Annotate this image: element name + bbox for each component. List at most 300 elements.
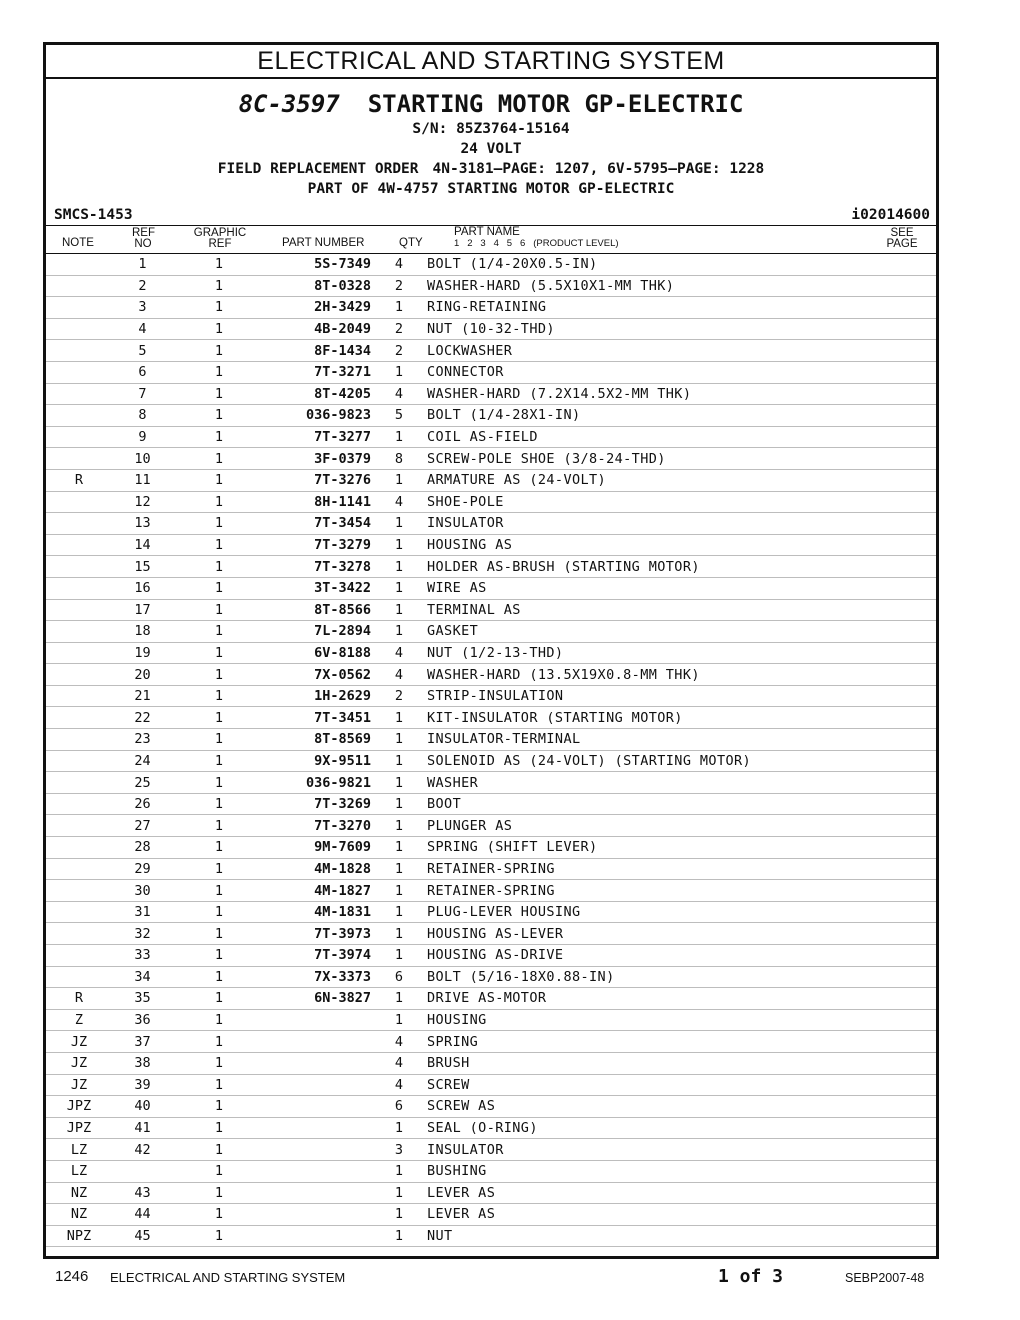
- cell-part-number: [265, 1117, 377, 1139]
- part-of: PART OF 4W-4757 STARTING MOTOR GP-ELECTRIC: [307, 181, 675, 197]
- cell-part-number: 7T-3271: [265, 361, 377, 383]
- cell-graphic-ref: 1: [173, 491, 265, 513]
- cell-ref-no: 12: [112, 491, 173, 513]
- group-part-title: STARTING MOTOR GP-ELECTRIC: [367, 90, 744, 118]
- table-row: [46, 707, 936, 729]
- cell-graphic-ref: 1: [173, 837, 265, 859]
- table-row: [46, 361, 936, 383]
- table-row: [46, 621, 936, 643]
- cell-see-page: [896, 426, 936, 448]
- cell-note: R: [46, 469, 112, 491]
- cell-ref-no: 34: [112, 966, 173, 988]
- field-replacement-label: FIELD REPLACEMENT ORDER: [217, 161, 419, 177]
- cell-part-name: GASKET: [421, 621, 896, 643]
- cell-note: LZ: [46, 1160, 112, 1182]
- cell-see-page: [896, 1225, 936, 1247]
- cell-see-page: [896, 1009, 936, 1031]
- section-title: ELECTRICAL AND STARTING SYSTEM: [46, 45, 936, 79]
- cell-note: [46, 491, 112, 513]
- cell-ref-no: [112, 1160, 173, 1182]
- cell-graphic-ref: 1: [173, 1009, 265, 1031]
- cell-note: [46, 426, 112, 448]
- table-row: [46, 664, 936, 686]
- cell-qty: 1: [377, 945, 421, 967]
- cell-note: JZ: [46, 1074, 112, 1096]
- cell-part-name: WASHER-HARD (7.2X14.5X2-MM THK): [421, 383, 896, 405]
- cell-see-page: [896, 513, 936, 535]
- cell-see-page: [896, 448, 936, 470]
- cell-qty: 1: [377, 707, 421, 729]
- cell-part-number: 8F-1434: [265, 340, 377, 362]
- cell-part-name: RETAINER-SPRING: [421, 880, 896, 902]
- cell-note: R: [46, 988, 112, 1010]
- table-row: [46, 297, 936, 319]
- cell-part-name: INSULATOR: [421, 1139, 896, 1161]
- table-row: [46, 880, 936, 902]
- cell-see-page: [896, 534, 936, 556]
- cell-qty: 4: [377, 254, 421, 275]
- cell-qty: 1: [377, 858, 421, 880]
- cell-qty: 2: [377, 340, 421, 362]
- cell-note: [46, 750, 112, 772]
- col-ref-no-1: REF: [132, 227, 155, 239]
- column-header: [46, 226, 936, 254]
- cell-note: [46, 642, 112, 664]
- cell-ref-no: 25: [112, 772, 173, 794]
- cell-qty: 1: [377, 1204, 421, 1226]
- cell-qty: 1: [377, 577, 421, 599]
- cell-ref-no: 10: [112, 448, 173, 470]
- cell-see-page: [896, 1052, 936, 1074]
- cell-graphic-ref: 1: [173, 469, 265, 491]
- cell-part-name: SPRING (SHIFT LEVER): [421, 837, 896, 859]
- cell-part-name: BOLT (1/4-20X0.5-IN): [421, 254, 896, 275]
- cell-qty: 1: [377, 772, 421, 794]
- cell-ref-no: 4: [112, 318, 173, 340]
- cell-see-page: [896, 858, 936, 880]
- cell-ref-no: 2: [112, 275, 173, 297]
- table-row: [46, 275, 936, 297]
- cell-qty: 1: [377, 1225, 421, 1247]
- cell-part-name: PLUG-LEVER HOUSING: [421, 901, 896, 923]
- cell-part-name: COIL AS-FIELD: [421, 426, 896, 448]
- footer-page-of: 1 of 3: [718, 1266, 784, 1287]
- cell-ref-no: 15: [112, 556, 173, 578]
- cell-see-page: [896, 1204, 936, 1226]
- table-row: [46, 1074, 936, 1096]
- cell-ref-no: 43: [112, 1182, 173, 1204]
- cell-part-name: RING-RETAINING: [421, 297, 896, 319]
- cell-note: NZ: [46, 1204, 112, 1226]
- cell-see-page: [896, 383, 936, 405]
- cell-part-number: 4M-1827: [265, 880, 377, 902]
- cell-see-page: [896, 275, 936, 297]
- cell-note: [46, 513, 112, 535]
- cell-note: [46, 448, 112, 470]
- cell-qty: 4: [377, 1052, 421, 1074]
- table-row: [46, 426, 936, 448]
- table-row: [46, 491, 936, 513]
- cell-see-page: [896, 815, 936, 837]
- col-product-level: 1 2 3 4 5 6 (PRODUCT LEVEL): [454, 238, 619, 249]
- cell-ref-no: 36: [112, 1009, 173, 1031]
- cell-note: [46, 297, 112, 319]
- cell-qty: 6: [377, 1096, 421, 1118]
- cell-ref-no: 11: [112, 469, 173, 491]
- cell-part-name: HOUSING AS-LEVER: [421, 923, 896, 945]
- table-row: [46, 685, 936, 707]
- cell-part-name: LOCKWASHER: [421, 340, 896, 362]
- cell-graphic-ref: 1: [173, 945, 265, 967]
- cell-part-name: INSULATOR-TERMINAL: [421, 729, 896, 751]
- cell-qty: 1: [377, 793, 421, 815]
- table-row: [46, 772, 936, 794]
- col-qty: QTY: [399, 237, 423, 249]
- cell-ref-no: 27: [112, 815, 173, 837]
- cell-see-page: [896, 901, 936, 923]
- cell-graphic-ref: 1: [173, 621, 265, 643]
- cell-note: [46, 945, 112, 967]
- cell-part-number: 7X-0562: [265, 664, 377, 686]
- cell-qty: 1: [377, 1009, 421, 1031]
- table-row: [46, 254, 936, 275]
- cell-note: Z: [46, 1009, 112, 1031]
- cell-part-name: DRIVE AS-MOTOR: [421, 988, 896, 1010]
- cell-ref-no: 32: [112, 923, 173, 945]
- table-row: [46, 1139, 936, 1161]
- table-row: [46, 750, 936, 772]
- table-row: [46, 988, 936, 1010]
- field-replacement-refs: 4N-3181—PAGE: 1207, 6V-5795—PAGE: 1228: [432, 161, 765, 177]
- cell-qty: 1: [377, 1117, 421, 1139]
- cell-qty: 5: [377, 405, 421, 427]
- cell-ref-no: 33: [112, 945, 173, 967]
- cell-see-page: [896, 1117, 936, 1139]
- cell-graphic-ref: 1: [173, 513, 265, 535]
- group-title: [46, 89, 936, 119]
- cell-see-page: [896, 577, 936, 599]
- cell-part-number: 7T-3277: [265, 426, 377, 448]
- table-row: [46, 901, 936, 923]
- cell-see-page: [896, 707, 936, 729]
- cell-qty: 4: [377, 1074, 421, 1096]
- cell-graphic-ref: 1: [173, 340, 265, 362]
- cell-note: [46, 340, 112, 362]
- table-row: [46, 858, 936, 880]
- cell-see-page: [896, 621, 936, 643]
- cell-ref-no: 26: [112, 793, 173, 815]
- cell-part-name: HOLDER AS-BRUSH (STARTING MOTOR): [421, 556, 896, 578]
- cell-ref-no: 5: [112, 340, 173, 362]
- id-row: [46, 205, 936, 226]
- cell-ref-no: 18: [112, 621, 173, 643]
- cell-ref-no: 6: [112, 361, 173, 383]
- cell-note: [46, 923, 112, 945]
- cell-part-number: 8T-8566: [265, 599, 377, 621]
- cell-part-name: NUT (1/2-13-THD): [421, 642, 896, 664]
- table-row: [46, 448, 936, 470]
- cell-part-name: SOLENOID AS (24-VOLT) (STARTING MOTOR): [421, 750, 896, 772]
- cell-part-number: 7L-2894: [265, 621, 377, 643]
- cell-part-name: KIT-INSULATOR (STARTING MOTOR): [421, 707, 896, 729]
- cell-ref-no: 21: [112, 685, 173, 707]
- cell-note: [46, 793, 112, 815]
- col-see-page-1: SEE: [890, 227, 914, 239]
- cell-part-name: BOOT: [421, 793, 896, 815]
- illustration-id: i02014600: [851, 207, 930, 223]
- cell-graphic-ref: 1: [173, 901, 265, 923]
- cell-part-number: 7T-3270: [265, 815, 377, 837]
- cell-qty: 1: [377, 729, 421, 751]
- cell-ref-no: 42: [112, 1139, 173, 1161]
- cell-part-number: 7T-3974: [265, 945, 377, 967]
- cell-part-number: 3T-3422: [265, 577, 377, 599]
- cell-qty: 1: [377, 1160, 421, 1182]
- cell-note: [46, 577, 112, 599]
- cell-graphic-ref: 1: [173, 664, 265, 686]
- cell-part-number: 1H-2629: [265, 685, 377, 707]
- cell-qty: 1: [377, 297, 421, 319]
- cell-see-page: [896, 923, 936, 945]
- cell-qty: 1: [377, 1182, 421, 1204]
- cell-qty: 1: [377, 599, 421, 621]
- cell-graphic-ref: 1: [173, 729, 265, 751]
- cell-ref-no: 44: [112, 1204, 173, 1226]
- cell-ref-no: 31: [112, 901, 173, 923]
- cell-qty: 1: [377, 513, 421, 535]
- cell-see-page: [896, 837, 936, 859]
- parts-table-body: [46, 254, 936, 1247]
- table-row: [46, 642, 936, 664]
- cell-graphic-ref: 1: [173, 599, 265, 621]
- cell-note: [46, 534, 112, 556]
- cell-ref-no: 39: [112, 1074, 173, 1096]
- cell-ref-no: 28: [112, 837, 173, 859]
- col-part-name: PART NAME: [454, 226, 520, 238]
- cell-note: [46, 275, 112, 297]
- cell-ref-no: 13: [112, 513, 173, 535]
- cell-see-page: [896, 297, 936, 319]
- cell-note: JPZ: [46, 1096, 112, 1118]
- cell-graphic-ref: 1: [173, 685, 265, 707]
- page-footer: [0, 1266, 1020, 1290]
- cell-see-page: [896, 793, 936, 815]
- cell-see-page: [896, 405, 936, 427]
- cell-qty: 1: [377, 837, 421, 859]
- cell-part-number: [265, 1074, 377, 1096]
- cell-graphic-ref: 1: [173, 297, 265, 319]
- cell-ref-no: 38: [112, 1052, 173, 1074]
- cell-part-name: BOLT (5/16-18X0.88-IN): [421, 966, 896, 988]
- cell-graphic-ref: 1: [173, 1096, 265, 1118]
- cell-part-number: 7T-3451: [265, 707, 377, 729]
- cell-graphic-ref: 1: [173, 1117, 265, 1139]
- cell-graphic-ref: 1: [173, 383, 265, 405]
- cell-qty: 1: [377, 534, 421, 556]
- cell-note: [46, 772, 112, 794]
- cell-ref-no: 14: [112, 534, 173, 556]
- cell-graphic-ref: 1: [173, 577, 265, 599]
- cell-ref-no: 41: [112, 1117, 173, 1139]
- footer-section: ELECTRICAL AND STARTING SYSTEM: [110, 1270, 346, 1285]
- cell-note: LZ: [46, 1139, 112, 1161]
- table-row: [46, 513, 936, 535]
- cell-note: [46, 318, 112, 340]
- table-row: [46, 1182, 936, 1204]
- cell-graphic-ref: 1: [173, 793, 265, 815]
- cell-part-number: 4B-2049: [265, 318, 377, 340]
- cell-graphic-ref: 1: [173, 534, 265, 556]
- col-see-page-2: PAGE: [886, 238, 918, 250]
- cell-ref-no: 40: [112, 1096, 173, 1118]
- cell-note: [46, 729, 112, 751]
- cell-ref-no: 37: [112, 1031, 173, 1053]
- field-replacement-order: [46, 159, 936, 179]
- cell-ref-no: 24: [112, 750, 173, 772]
- cell-note: [46, 405, 112, 427]
- cell-graphic-ref: 1: [173, 707, 265, 729]
- table-row: [46, 1204, 936, 1226]
- cell-part-number: 2H-3429: [265, 297, 377, 319]
- table-row: [46, 534, 936, 556]
- cell-graphic-ref: 1: [173, 254, 265, 275]
- cell-part-name: BUSHING: [421, 1160, 896, 1182]
- table-row: [46, 599, 936, 621]
- cell-qty: 2: [377, 318, 421, 340]
- cell-part-name: HOUSING AS: [421, 534, 896, 556]
- footer-page-number: 1246: [55, 1268, 89, 1285]
- cell-qty: 8: [377, 448, 421, 470]
- cell-graphic-ref: 1: [173, 556, 265, 578]
- cell-qty: 1: [377, 361, 421, 383]
- cell-part-name: WASHER-HARD (5.5X10X1-MM THK): [421, 275, 896, 297]
- cell-see-page: [896, 988, 936, 1010]
- cell-note: [46, 556, 112, 578]
- table-row: [46, 1225, 936, 1247]
- cell-ref-no: 7: [112, 383, 173, 405]
- cell-part-name: WIRE AS: [421, 577, 896, 599]
- table-row: [46, 793, 936, 815]
- cell-qty: 1: [377, 750, 421, 772]
- cell-graphic-ref: 1: [173, 361, 265, 383]
- cell-part-number: [265, 1139, 377, 1161]
- cell-part-name: SCREW AS: [421, 1096, 896, 1118]
- cell-qty: 1: [377, 621, 421, 643]
- cell-ref-no: 3: [112, 297, 173, 319]
- parts-page-frame: [43, 42, 939, 1259]
- table-row: [46, 729, 936, 751]
- table-row: [46, 1052, 936, 1074]
- cell-see-page: [896, 685, 936, 707]
- cell-note: [46, 383, 112, 405]
- cell-ref-no: 45: [112, 1225, 173, 1247]
- cell-part-number: 7T-3279: [265, 534, 377, 556]
- cell-qty: 4: [377, 642, 421, 664]
- cell-see-page: [896, 599, 936, 621]
- cell-ref-no: 19: [112, 642, 173, 664]
- cell-see-page: [896, 340, 936, 362]
- cell-part-number: 7T-3269: [265, 793, 377, 815]
- cell-ref-no: 35: [112, 988, 173, 1010]
- cell-part-number: [265, 1182, 377, 1204]
- cell-part-name: SCREW: [421, 1074, 896, 1096]
- cell-part-number: 9M-7609: [265, 837, 377, 859]
- table-row: [46, 815, 936, 837]
- cell-qty: 3: [377, 1139, 421, 1161]
- cell-part-number: [265, 1009, 377, 1031]
- cell-ref-no: 29: [112, 858, 173, 880]
- cell-part-number: 8T-8569: [265, 729, 377, 751]
- table-row: [46, 945, 936, 967]
- cell-ref-no: 22: [112, 707, 173, 729]
- cell-ref-no: 17: [112, 599, 173, 621]
- cell-graphic-ref: 1: [173, 1052, 265, 1074]
- table-row: [46, 923, 936, 945]
- serial-range: S/N: 85Z3764-15164: [412, 121, 570, 137]
- cell-part-name: LEVER AS: [421, 1204, 896, 1226]
- group-part-number: 8C-3597: [238, 90, 340, 118]
- cell-graphic-ref: 1: [173, 750, 265, 772]
- cell-part-number: [265, 1096, 377, 1118]
- table-row: [46, 1031, 936, 1053]
- cell-qty: 1: [377, 988, 421, 1010]
- cell-graphic-ref: 1: [173, 966, 265, 988]
- cell-part-number: 7T-3276: [265, 469, 377, 491]
- cell-part-name: SPRING: [421, 1031, 896, 1053]
- cell-graphic-ref: 1: [173, 642, 265, 664]
- table-row: [46, 318, 936, 340]
- cell-note: [46, 621, 112, 643]
- cell-see-page: [896, 491, 936, 513]
- cell-part-number: [265, 1052, 377, 1074]
- table-row: [46, 383, 936, 405]
- col-note: NOTE: [62, 237, 94, 249]
- cell-see-page: [896, 642, 936, 664]
- cell-part-name: NUT: [421, 1225, 896, 1247]
- cell-part-number: 6N-3827: [265, 988, 377, 1010]
- cell-see-page: [896, 1074, 936, 1096]
- cell-part-name: TERMINAL AS: [421, 599, 896, 621]
- cell-graphic-ref: 1: [173, 988, 265, 1010]
- table-row: [46, 405, 936, 427]
- parts-table: [46, 254, 936, 1247]
- cell-part-name: SCREW-POLE SHOE (3/8-24-THD): [421, 448, 896, 470]
- cell-part-name: ARMATURE AS (24-VOLT): [421, 469, 896, 491]
- cell-part-number: [265, 1031, 377, 1053]
- cell-graphic-ref: 1: [173, 815, 265, 837]
- cell-see-page: [896, 254, 936, 275]
- cell-note: [46, 599, 112, 621]
- cell-graphic-ref: 1: [173, 1160, 265, 1182]
- table-row: [46, 1096, 936, 1118]
- cell-see-page: [896, 966, 936, 988]
- cell-part-name: SEAL (O-RING): [421, 1117, 896, 1139]
- cell-part-name: HOUSING: [421, 1009, 896, 1031]
- cell-graphic-ref: 1: [173, 858, 265, 880]
- cell-see-page: [896, 880, 936, 902]
- cell-ref-no: 1: [112, 254, 173, 275]
- cell-part-number: 8H-1141: [265, 491, 377, 513]
- voltage: 24 VOLT: [460, 141, 522, 157]
- table-row: [46, 340, 936, 362]
- cell-ref-no: 20: [112, 664, 173, 686]
- cell-note: NZ: [46, 1182, 112, 1204]
- cell-graphic-ref: 1: [173, 772, 265, 794]
- cell-part-name: BRUSH: [421, 1052, 896, 1074]
- cell-note: [46, 880, 112, 902]
- cell-part-number: 036-9823: [265, 405, 377, 427]
- cell-see-page: [896, 1182, 936, 1204]
